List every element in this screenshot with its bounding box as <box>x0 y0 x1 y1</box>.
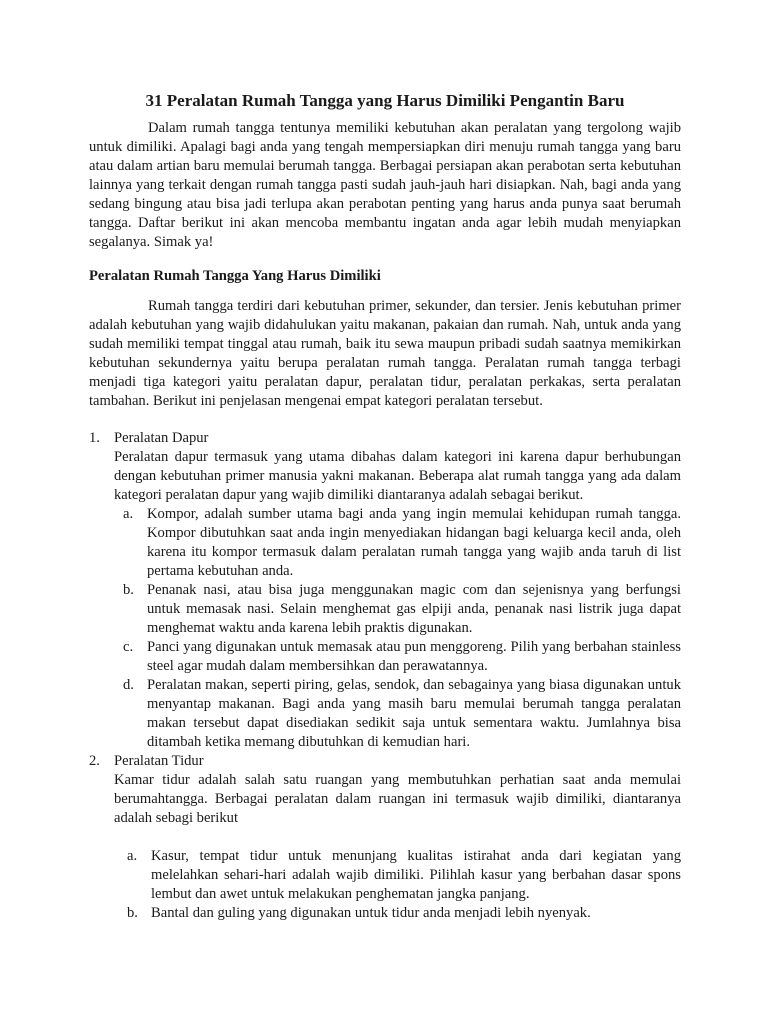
section-heading: Peralatan Rumah Tangga Yang Harus Dimiliki <box>89 268 381 284</box>
list-item-text: Peralatan dapur termasuk yang utama dibahas dalam kategori ini karena dapur berhubungan dengan kebutuhan primer manusia yakni makanan. Beberapa alat rumah tangga yang ada dalam kategori peralatan dapur yang wajib dimiliki diantaranya adalah sebagai berikut. <box>114 449 681 503</box>
list-item-text: Kamar tidur adalah salah satu ruangan yang membutuhkan perhatian saat anda memulai berumahtangga. Berbagai peralatan dalam ruangan ini termasuk wajib dimiliki, diantaranya adalah sebagi berikut <box>114 772 681 826</box>
sub-item-panci <box>114 638 681 676</box>
list-item-peralatan-tidur <box>89 752 681 923</box>
list-item-title: Peralatan Tidur <box>114 753 204 769</box>
sub-item-text: Penanak nasi, atau bisa juga menggunakan magic com dan sejenisnya yang berfungsi untuk memasak nasi. Selain menghemat gas elpiji anda, penanak nasi listrik juga dapat menghemat waktu anda karena lebih praktis digunakan. <box>147 582 681 636</box>
document-page <box>89 90 681 923</box>
sub-item-kompor <box>114 505 681 581</box>
list-item-peralatan-dapur <box>89 429 681 752</box>
section-paragraph: Rumah tangga terdiri dari kebutuhan primer, sekunder, dan tersier. Jenis kebutuhan primer adalah kebutuhan yang wajib didahulukan yaitu makanan, pakaian dan rumah. Nah, untuk anda yang sudah memiliki tempat tinggal atau rumah, baik itu sewa maupun pribadi sudah saatnya memikirkan kebutuhan sekundernya yaitu berupa peralatan rumah tangga. Peralatan rumah tangga terbagi menjadi tiga kategori yaitu peralatan dapur, peralatan tidur, peralatan perkakas, serta peralatan tambahan. Berikut ini penjelasan mengenai empat kategori peralatan tersebut. <box>89 298 681 409</box>
sub-item-bantal-guling <box>114 904 681 923</box>
sub-list <box>114 847 681 923</box>
sub-item-text: Peralatan makan, seperti piring, gelas, sendok, dan sebagainya yang biasa digunakan untuk menyantap makanan. Bagi anda yang masih baru memulai berumah tangga peralatan makan tersebut dapat disediakan sedikit saja untuk sementara waktu. Jumlahnya bisa ditambah ketika memang dibutuhkan di kemudian hari. <box>147 677 681 750</box>
sub-item-letter: a. <box>123 506 134 522</box>
list-item-title: Peralatan Dapur <box>114 430 209 446</box>
sub-item-text: Bantal dan guling yang digunakan untuk tidur anda menjadi lebih nyenyak. <box>151 905 591 921</box>
sub-item-letter: c. <box>123 639 134 655</box>
intro-paragraph: Dalam rumah tangga tentunya memiliki kebutuhan akan peralatan yang tergolong wajib untuk dimiliki. Apalagi bagi anda yang tengah mempersiapkan diri menuju rumah tangga yang baru atau dalam artian baru memulai berumah tangga. Berbagai persiapan akan perabotan serta kebutuhan lainnya yang terkait dengan rumah tangga pasti sudah jauh-jauh hari disiapkan. Nah, bagi anda yang sedang bingung atau bisa jadi terlupa akan perabotan penting yang harus anda punya saat berumah tangga. Daftar berikut ini akan mencoba membantu ingatan anda agar lebih mudah menyiapkan segalanya. Simak ya! <box>89 120 681 250</box>
sub-item-letter: a. <box>127 848 138 864</box>
list-number: 2. <box>89 753 100 769</box>
sub-list <box>114 505 681 752</box>
document-title: 31 Peralatan Rumah Tangga yang Harus Dimiliki Pengantin Baru <box>145 91 625 110</box>
sub-item-letter: d. <box>123 677 134 693</box>
sub-item-text: Kasur, tempat tidur untuk menunjang kualitas istirahat anda dari kegiatan yang melelahkan sehari-hari adalah wajib dimiliki. Pilihlah kasur yang berbahan dasar spons lembut dan awet untuk melakukan penghematan jangka panjang. <box>151 848 681 902</box>
sub-item-peralatan-makan <box>114 676 681 752</box>
sub-item-kasur <box>114 847 681 904</box>
sub-item-letter: b. <box>123 582 134 598</box>
list-number: 1. <box>89 430 100 446</box>
sub-item-penanak-nasi <box>114 581 681 638</box>
sub-item-letter: b. <box>127 905 138 921</box>
sub-item-text: Kompor, adalah sumber utama bagi anda yang ingin memulai kehidupan rumah tangga. Kompor dibutuhkan saat anda ingin menyediakan hidangan bagi keluarga kecil anda, oleh karena itu kompor termasuk dalam peralatan rumah tangga yang wajib anda taruh di list pertama kebutuhan anda. <box>147 506 681 579</box>
sub-item-text: Panci yang digunakan untuk memasak atau pun menggoreng. Pilih yang berbahan stainless steel agar mudah dalam membersihkan dan perawatannya. <box>147 639 681 674</box>
